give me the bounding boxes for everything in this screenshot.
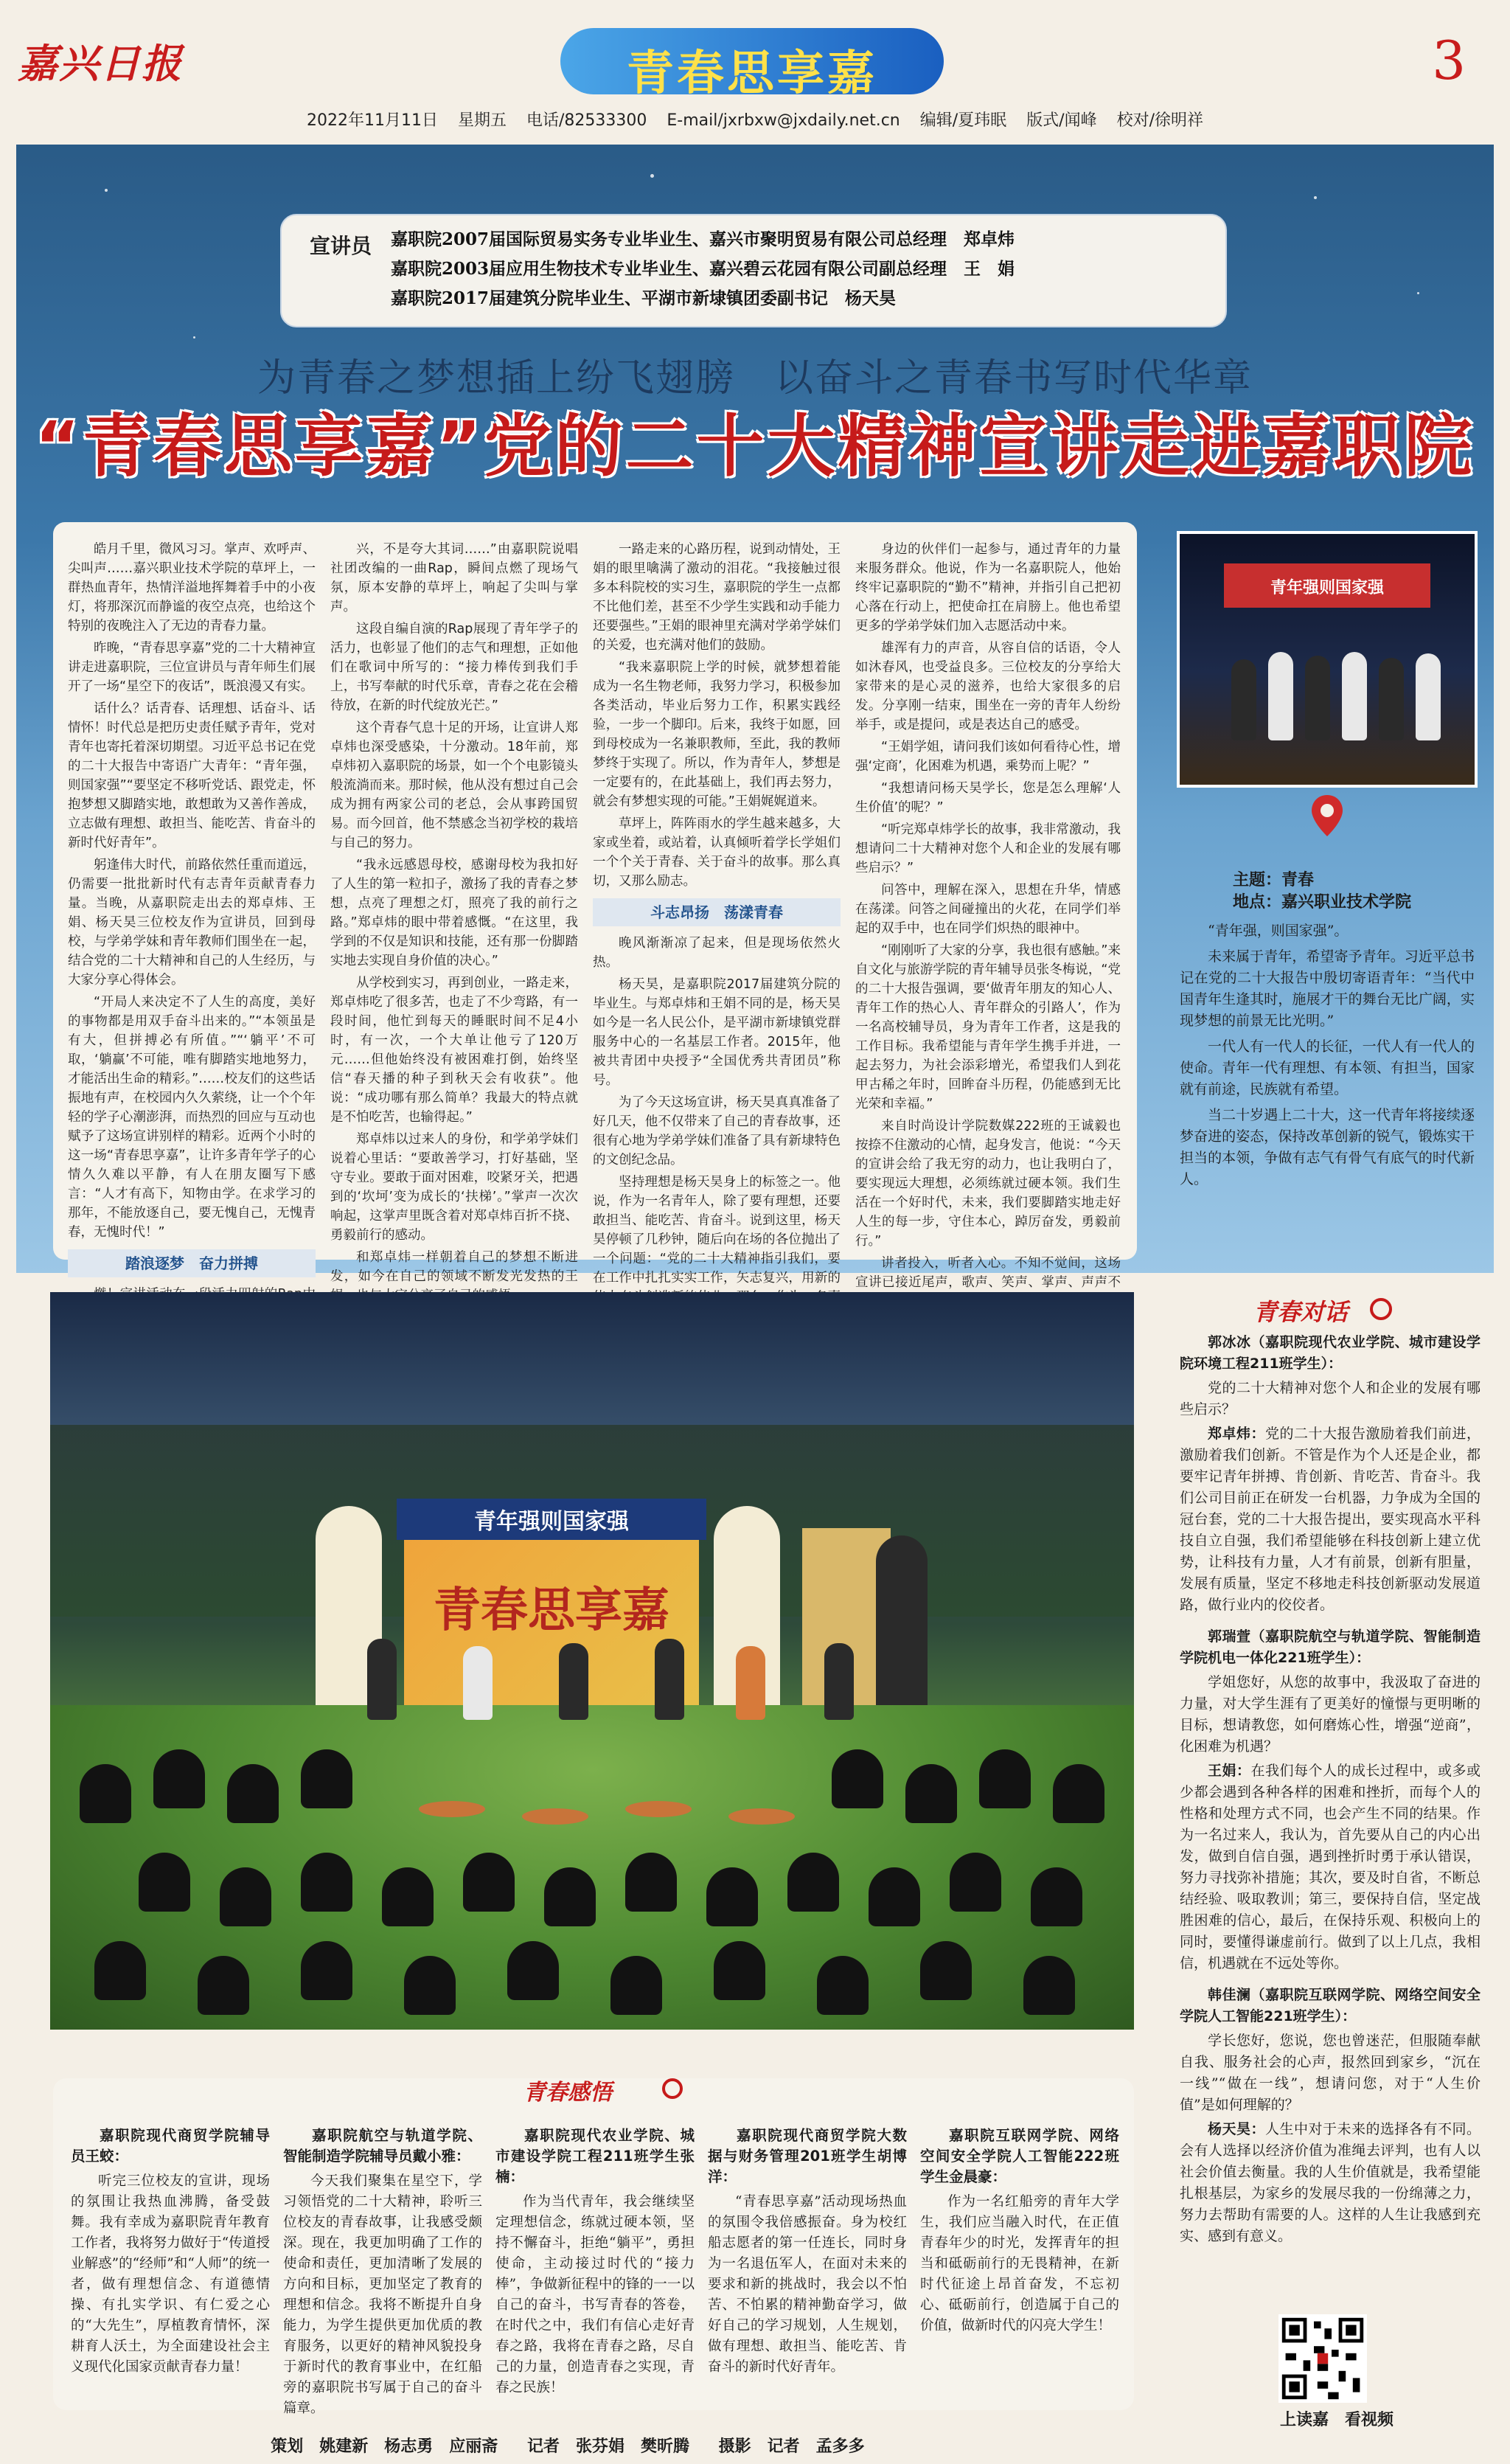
feeling-text: “青春思享嘉”活动现场热血的氛围令我倍感振奋。身为校红船志愿者的第一任连长，同时身为一名退伍军人，在面对未来的要求和新的挑战时，我会以不怕苦、不怕累的精神勤奋学习，做好自己的学习规划，人生规划，做有理想、敢担当、能吃苦、肯奋斗的新时代好青年。 [708, 2194, 907, 2375]
section-heading: 踏浪逐梦 奋力拼搏 [68, 1249, 316, 1277]
paragraph: 晚风渐渐凉了起来，但是现场依然火热。 [593, 936, 841, 970]
paragraph: 杨天昊，是嘉职院2017届建筑分院的毕业生。与郑卓炜和王娟不同的是，杨天昊如今是一名人民公仆，是平湖市新埭镇党群服务中心的一名基层工作者。2015年，他被共青团中央授予“全国优秀共青团员”称号。 [593, 977, 841, 1088]
answerer: 郑卓炜： [1208, 1426, 1265, 1442]
feeling-text: 听完三位校友的宣讲，现场的氛围让我热血沸腾，备受鼓舞。我有幸成为嘉职院青年教育工作者，我将努力做好于“传道授业解惑”的“经师”和“人师”的统一者，做有理想信念、有道德情操、有扎实学识、有仁爱之心的“大先生”，厚植教育情怀，深耕育人沃土，为全面建设社会主义现代化国家贡献青春力量！ [71, 2173, 270, 2375]
subtitle: 为青春之梦想插上纷飞翅膀 以奋斗之青春书写时代华章 [257, 356, 1253, 400]
stage-photo [1177, 531, 1478, 788]
paragraph: 郑卓炜以过来人的身份，和学弟学妹们说着心里话：“要敢善学习，打好基础，坚守专业。要敢于面对困难，咬紧牙关，把遇到的‘坎坷’变为成长的‘扶梯’。”掌声一次次响起，这掌声里既含着对郑卓炜百折不挠、勇毅前行的感动。 [330, 1132, 578, 1243]
paragraph: 问答中，理解在深入，思想在升华，情感在荡漾。问答之间碰撞出的火花，在同学们举起的双手中，也在同学们炽热的眼神中。 [855, 883, 1121, 936]
quote-paragraph: “青年强，则国家强”。 [1208, 923, 1349, 939]
speaker-line: 嘉职院2003届应用生物技术专业毕业生、嘉兴碧云花园有限公司副总经理 王 娟 [391, 259, 1015, 279]
paragraph: “我来嘉职院上学的时候，就梦想着能成为一名生物老师，我努力学习，积极参加各类活动，毕业后努力工作，积累实践经验，一步一个脚印。后来，我终于如愿，回到母校成为一名兼职教师，至此，我的教师梦终于实现了。所以，作为青年人，梦想是一定要有的，在此基础上，我们再去努力，就会有梦想实现的可能。”王娟娓娓道来。 [593, 660, 841, 809]
speaker-label: 宣讲员 [310, 234, 372, 258]
paragraph: 躬逢伟大时代，前路依然任重而道远，仍需要一批批新时代有志青年贡献青春力量。当晚，从嘉职院走出去的郑卓炜、王娟、杨天昊三位校友作为宣讲员，回到母校，与学弟学妹和青年教师们围坐在一起，结合党的二十大精神和自己的人生经历，与大家分享心得体会。 [68, 858, 316, 988]
paragraph: “我永远感恩母校，感谢母校为我扣好了人生的第一粒扣子，激扬了我的青春之梦想，点亮了理想之灯，照亮了我的前行之路。”郑卓炜的眼中带着感慨。“在这里，我学到的不仅是知识和技能，还有那一份脚踏实地去实现自身价值的决心。” [330, 858, 578, 968]
location-theme: 主题：青春 [1233, 871, 1315, 889]
answer [1180, 1760, 1481, 1974]
article-column-3 [593, 540, 841, 1409]
paragraph: “王娟学姐，请问我们该如何看待心性，增强‘定商’，化困难为机遇，乘势而上呢？” [855, 740, 1121, 774]
qr-caption: 上读嘉 看视频 [1280, 2411, 1394, 2429]
feeling-author: 嘉职院互联网学院、网络空间安全学院人工智能222班学生金晨豪： [920, 2127, 1119, 2185]
layout-editor: 版式/闻峰 [1026, 111, 1097, 130]
answerer: 王娟： [1208, 1763, 1251, 1779]
quote-paragraph: 未来属于青年，希望寄予青年。习近平总书记在党的二十大报告中殷切寄语青年：“当代中国青年生逢其时，施展才干的舞台无比广阔，实现梦想的前景无比光明。” [1180, 948, 1475, 1029]
feeling-author: 嘉职院航空与轨道学院、智能制造学院辅导员戴小雅： [283, 2127, 482, 2165]
ring-icon [662, 2078, 683, 2099]
location-pin-icon [1309, 794, 1345, 838]
feeling-author: 嘉职院现代商贸学院辅导员王蛟： [71, 2127, 270, 2165]
date: 2022年11月11日 [306, 111, 438, 130]
paragraph: 兴，不是夸大其词……”由嘉职院说唱社团改编的一曲Rap，瞬间点燃了现场气氛，原本安静的草坪上，响起了尖叫与掌声。 [330, 542, 578, 614]
page-number: 3 [1432, 30, 1466, 91]
event-sign-title: 青春思享嘉 [434, 1583, 669, 1638]
feeling-item [708, 2125, 907, 2378]
dateline [0, 108, 1510, 131]
event-photo [50, 1292, 1134, 2030]
paragraph: 为了今天这场宣讲，杨天昊真真准备了好几天，他不仅带来了自己的青春故事，还很有心地为学弟学妹们准备了具有新埭特色的文创纪念品。 [593, 1095, 841, 1167]
paragraph: “开局人来决定不了人生的高度，美好的事物都是用双手奋斗出来的。”“本领虽是有大，但拼搏必有所值。”“‘躺平’不可取，‘躺赢’不可能，唯有脚踏实地地努力，才能活出生命的精彩。”……校友们的这些话振地有声，在校园内久久萦绕，让一个个年轻的学子心潮澎湃，而热烈的回应与互动也赋予了这场宣讲别样的精彩。近两个小时的这一场“青春思享嘉”，让许多青年学子的心情久久难以平静，有人在朋友圈写下感言：“人才有高下，知物由学。在求学习的那年，不能放逐自己，要无愧自己，无愧青春，无愧时代！” [68, 995, 316, 1240]
feeling-item [495, 2125, 695, 2398]
answer-text: 在我们每个人的成长过程中，或多或少都会遇到各种各样的困难和挫折，而每个人的性格和处理方式不同，也会产生不同的结果。作为一名过来人，我认为，首先要从自己的内心出发，做到自信自强，遇到挫折时勇于承认错误，努力寻找弥补措施；其次，要及时自省，不断总结经验、吸取教训；第三，要保持自信，坚定战胜困难的信心，最后，在保持乐观、积极向上的同时，要懂得谦虚前行。做到了以上几点，我相信，机遇就在不远处等你。 [1180, 1763, 1481, 1971]
paragraph: 讲者投入，听者入心。不知不觉间，这场宣讲已接近尾声，歌声、笑声、掌声、声声不 [855, 1256, 1121, 1290]
question: 学姐您好，从您的故事中，我汲取了奋进的力量，对大学生涯有了更美好的憧憬与更明晰的目标，想请教您，如何磨炼心性，增强“逆商”，化困难为机遇？ [1180, 1674, 1481, 1755]
ring-icon [1370, 1298, 1392, 1320]
headline: “青春思享嘉”党的二十大精神宣讲走进嘉职院 [35, 407, 1475, 486]
article-column-2 [330, 540, 578, 1369]
location-place: 地点：嘉兴职业技术学院 [1233, 892, 1412, 912]
article-column-1 [68, 540, 316, 1345]
paragraph: 这段自编自演的Rap展现了青年学子的活力，也彰显了他们的志气和理想，正如他们在歌词中所写的：“接力棒传到我们手上，书写奉献的时代乐章，青春之花在会稽待放，在新的时代绽放光芒。” [330, 622, 578, 713]
answer [1180, 2119, 1481, 2247]
article-column-4 [855, 540, 1121, 1353]
weekday: 星期五 [457, 111, 507, 130]
paragraph: 昨晚，“青春思享嘉”党的二十大精神宣讲走进嘉职院，三位宣讲员与青年师生们展开了一场“星空下的夜话”，既浪漫又有实。 [68, 641, 316, 694]
event-sign: 青年强则国家强 [397, 1499, 706, 1540]
questioner: 郭瑞萱（嘉职院航空与轨道学院、智能制造学院机电一体化221班学生）： [1180, 1628, 1481, 1666]
paragraph: “听完郑卓炜学长的故事，我非常激动，我想请问二十大精神对您个人和企业的发展有哪些启示？” [855, 822, 1121, 875]
feeling-item [71, 2125, 270, 2378]
feeling-author: 嘉职院现代农业学院、城市建设学院工程211班学生张楠： [495, 2127, 695, 2185]
answer-text: 党的二十大报告激励着我们前进，激励着我们创新。不管是作为个人还是企业，都要牢记青年拼搏、肯创新、肯吃苦、肯奋斗。我们公司目前正在研发一台机器，力争成为全国的冠台套，党的二十大报告提出，要实现高水平科技自立自强，我们希望能够在科技创新上建立优势，让科技有力量，人才有前景，创新有胆量，发展有质量，坚定不移地走科技创新驱动发展道路，做行业内的佼佼者。 [1180, 1426, 1481, 1613]
paragraph: 话什么？话青春、话理想、话奋斗、话情怀！时代总是把历史责任赋予青年，党对青年也寄托着深切期望。习近平总书记在党的二十大报告中寄语广大青年：“青年强，则国家强”“要坚定不移听党话、跟党走，怀抱梦想又脚踏实地，敢想敢为又善作善成，立志做有理想、敢担当、能吃苦、肯奋斗的新时代好青年”。 [68, 701, 316, 850]
feeling-text: 作为当代青年，我会继续坚定理想信念，练就过硬本领，坚持不懈奋斗，拒绝“躺平”，勇担使命，主动接过时代的“接力棒”，争做新征程中的锋的一一以自己的奋斗，书写青春的答卷，在时代之中，我们有信心走好青春之路，我将在青春之路，尽自己的力量，创造青春之实现，青春之民族！ [495, 2194, 695, 2395]
answerer: 杨天昊： [1208, 2121, 1265, 2137]
answer-text: 人生中对于未来的选择各有不同。会有人选择以经济价值为准绳去评判，也有人以社会价值去衡量。我的人生价值就是，我希望能扎根基层，为家乡的发展尽我的一份绵薄之力，努力去帮助有需要的人。这样的人生让我感到充实、感到有意义。 [1180, 2121, 1481, 2244]
paragraph: 和郑卓炜一样朝着自己的梦想不断进发，如今在自己的领域不断发光发热的王 [330, 1250, 578, 1284]
feelings-section-tag: 青春感悟 [523, 2080, 612, 2106]
answer [1180, 1423, 1481, 1616]
paragraph: “我想请问杨天昊学长，您是怎么理解‘人生价值’的呢？” [855, 781, 1121, 815]
section-heading: 斗志昂扬 荡漾青春 [593, 898, 841, 926]
paragraph: 来自时尚设计学院数媒222班的王诚毅也按捺不住激动的心情，起身发言，他说：“今天的宣讲会给了我无穷的动力，也让我明白了，要实现远大理想，必须练就过硬本领。我们生活在一个好时代，未来，我们要脚踏实地走好人生的每一步，守住本心，踔厉奋发，勇毅前行。” [855, 1119, 1121, 1249]
paragraph: 草坪上，阵阵雨水的学生越来越多，大家或坐着，或站着，认真倾听着学长学姐们一个个关于青春、关于奋斗的故事。那么真切，又那么励志。 [593, 816, 841, 889]
paragraph: 一路走来的心路历程，说到动情处，王娟的眼里噙满了激动的泪花。“我接触过很多本科院校的实习生，嘉职院的学生一点都不比他们差，甚至不少学生实践和动手能力还要强些。”王娟的眼神里充满对学弟学妹们的关爱，也充满对他们的鼓励。 [593, 542, 841, 653]
question: 党的二十大精神对您个人和企业的发展有哪些启示？ [1180, 1380, 1481, 1417]
editorial-quote [1180, 920, 1475, 1195]
qr-code[interactable] [1278, 2314, 1367, 2403]
quote-paragraph: 一代人有一代人的长征，一代人有一代人的使命。青年一代有理想、有本领、有担当，国家就有前途，民族就有希望。 [1180, 1038, 1475, 1097]
paragraph: 这个青春气息十足的开场，让宣讲人郑卓炜也深受感染，十分激动。18年前，郑卓炜初入嘉职院的场景，如一个个电影镜头般流淌而来。那时候，他从没有想过自己会成为拥有两家公司的老总，会从事跨国贸易。而今回首，他不禁感念当初学校的栽培与自己的努力。 [330, 721, 578, 850]
question: 学长您好，您说，您也曾迷茫，但服随奉献自我、服务社会的心声，报然回到家乡，“沉在一线”“做在一线”，想请问您，对于“人生价值”是如何理解的？ [1180, 2033, 1481, 2113]
quote-paragraph: 当二十岁遇上二十大，这一代青年将接续逐梦奋进的姿态，保持改革创新的锐气，锻炼实干担当的本领，争做有志气有骨气有底气的时代新人。 [1180, 1107, 1475, 1187]
paragraph: 皓月千里，微风习习。掌声、欢呼声、尖叫声……嘉兴职业技术学院的草坪上，一群热血青年，热情洋溢地挥舞着手中的小夜灯，将那深沉而静谧的夜空点亮，也给这个特别的夜晚注入了无边的青春力量。 [68, 542, 316, 634]
section-title: 青春思享嘉 [627, 46, 877, 101]
paragraph: 从学校到实习，再到创业，一路走来，郑卓炜吃了很多苦，也走了不少弯路，有一段时间，他忙到每天的睡眠时间不足4小时，有一次，一个大单让他亏了120万元……但他始终没有被困难打倒，始终坚信“春天播的种子到秋天会有收获”。他说：“成功哪有那么简单？我最大的特点就是不怕吃苦，也输得起。” [330, 976, 578, 1125]
speaker-line: 嘉职院2007届国际贸易实务专业毕业生、嘉兴市聚明贸易有限公司总经理 郑卓炜 [391, 229, 1015, 249]
paragraph: “刚刚听了大家的分享，我也很有感触。”来自文化与旅游学院的青年辅导员张冬梅说，“党的二十大报告强调，要‘做青年朋友的知心人、青年工作的热心人、青年群众的引路人’，作为一名高校辅导员，身为青年工作者，这是我的工作目标。我希望能与青年学生携手并进，一起去努力，为社会添彩增光，希望我们人到花甲古稀之年时，回眸奋斗历程，仍能感到无比光荣和幸福。” [855, 943, 1121, 1111]
paragraph: 身边的伙伴们一起参与，通过青年的力量来服务群众。他说，作为一名嘉职院人，他始终牢记嘉职院的“勤不”精神，并指引自己把初心落在行动上，把使命扛在肩膀上。他也希望更多的学弟学妹们加入志愿活动中来。 [855, 542, 1121, 634]
speaker-line: 嘉职院2017届建筑分院毕业生、平湖市新埭镇团委副书记 杨天昊 [391, 288, 897, 308]
editor: 编辑/夏玮眠 [919, 111, 1007, 130]
credit-photo: 摄影 记者 孟多多 [718, 2437, 865, 2456]
dialogue-section-tag: 青春对话 [1253, 1298, 1349, 1326]
questioner: 韩佳澜（嘉职院互联网学院、网络空间安全学院人工智能221班学生）： [1180, 1987, 1481, 2024]
questioner: 郭冰冰（嘉职院现代农业学院、城市建设学院环境工程211班学生）： [1180, 1334, 1481, 1372]
email: E-mail/jxrbxw@jxdaily.net.cn [667, 111, 900, 130]
paragraph: 坚持理想是杨天昊身上的标签之一。他说，作为一名青年人，除了要有理想，还要敢担当、能吃苦、肯奋斗。说到这里，杨天昊停顿了几秒钟，随后向在场的各位抛出了一个问题：“党的二十大精神指引我们，要在工作中扎扎实实工作，矢志复兴，用新的 [593, 1175, 841, 1285]
feeling-text: 今天我们聚集在星空下，学习领悟党的二十大精神，聆听三位校友的青春故事，让我感受颇深。现在，我更加明确了工作的使命和责任，更加清晰了发展的方向和目标，更加坚定了教育的理想和信念。我将不断提升自身能力，为学生提供更加优质的教育服务，以更好的精神风貌投身于新时代的教育事业中，在红船旁的嘉职院书写属于自己的奋斗篇章。 [283, 2173, 482, 2416]
credit-reporter: 记者 张芬娟 樊昕腾 [526, 2437, 689, 2456]
credits [0, 2434, 1135, 2457]
proofreader: 校对/徐明祥 [1116, 111, 1203, 130]
feeling-item [283, 2125, 482, 2419]
feeling-text: 作为一名红船旁的青年大学生，我们应当融入时代，在正值青春年少的时光，发挥青年的担当和砥砺前行的无畏精神，在新时代征途上昂首奋发，不忘初心、砥砺前行，创造属于自己的价值，做新时代的闪亮大学生！ [920, 2194, 1119, 2333]
newspaper-logo: 嘉兴日报 [18, 40, 183, 87]
credit-plan: 策划 姚建新 杨志勇 应丽斋 [271, 2437, 498, 2456]
paragraph: 雄浑有力的声音，从容自信的话语，令人如沐春风，也受益良多。三位校友的分享给大家带来的是心灵的滋养，也给大家很多的启发。分享刚一结束，围坐在一旁的青年人纷纷举手，或是提问，或是表达自己的感受。 [855, 641, 1121, 732]
dialogue-column [1180, 1332, 1481, 2250]
stage-banner-text: 青年强则国家强 [1270, 579, 1384, 597]
phone: 电话/82533300 [526, 111, 647, 130]
feeling-author: 嘉职院现代商贸学院大数据与财务管理201班学生胡博洋： [708, 2127, 907, 2185]
feeling-item [920, 2125, 1119, 2336]
